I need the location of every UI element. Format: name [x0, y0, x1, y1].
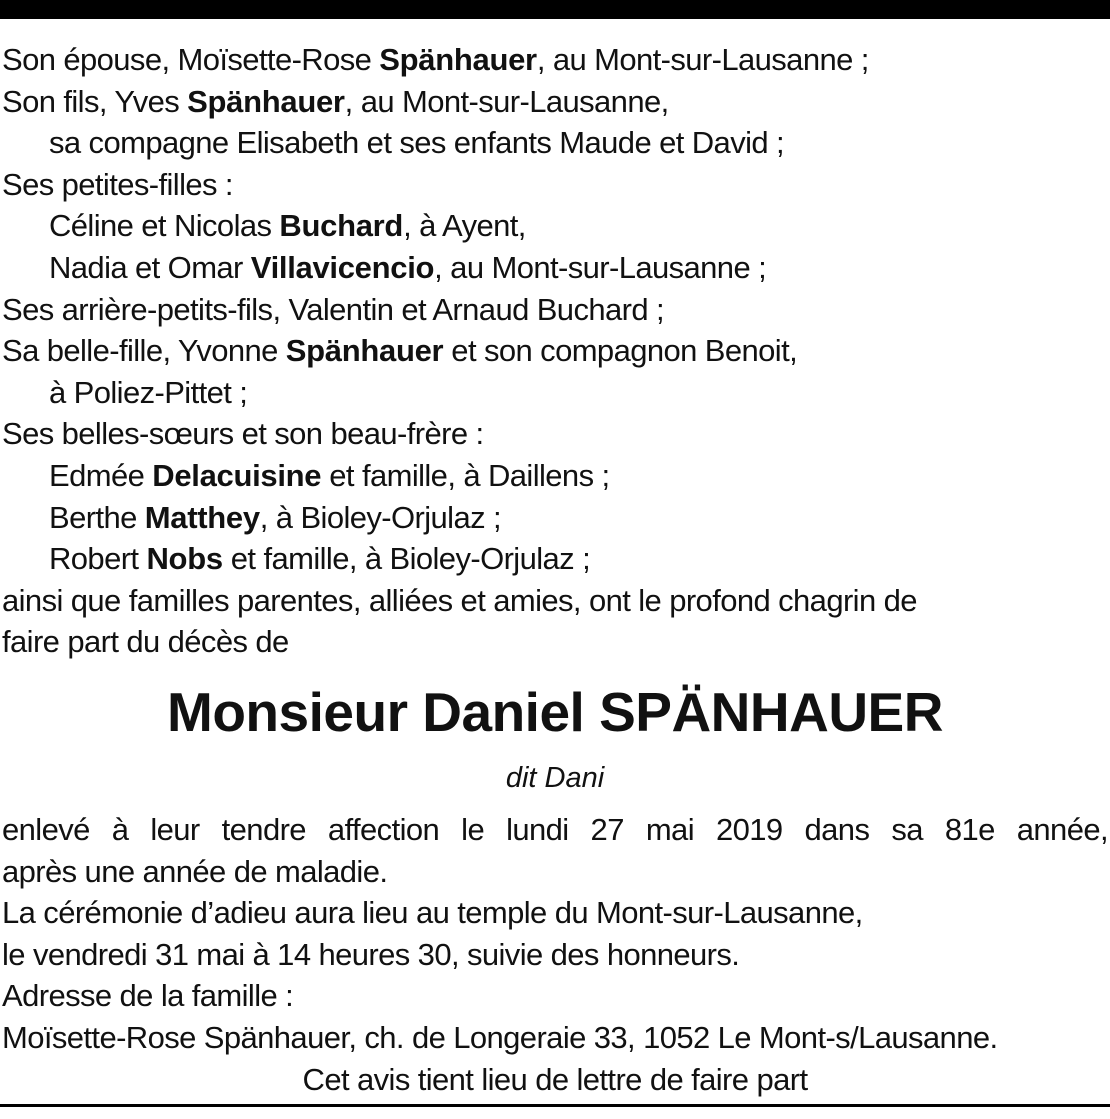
- family-line: [2, 247, 1108, 289]
- surname: Spänhauer: [285, 333, 444, 369]
- line-text: sa compagne Elisabeth et ses enfants Maude et David ;: [49, 125, 785, 161]
- line-text: Sa belle-fille, Yvonne: [2, 333, 286, 369]
- line-text: à Poliez-Pittet ;: [49, 374, 248, 410]
- line-text: et famille, à Daillens ;: [321, 457, 610, 493]
- family-list: [2, 39, 1108, 663]
- surname: Spänhauer: [187, 83, 345, 119]
- line-text: Ses belles-sœurs et son beau-frère :: [2, 416, 484, 452]
- family-line: [2, 289, 1108, 331]
- family-line: [2, 205, 1108, 247]
- detail-line: Moïsette-Rose Spänhauer, ch. de Longeraie 33, 1052 Le Mont-s/Lausanne.: [2, 1019, 998, 1055]
- line-text: Nadia et Omar: [49, 249, 251, 285]
- surname: Nobs: [146, 541, 223, 577]
- family-line: [2, 122, 1108, 164]
- surname: Delacuisine: [152, 457, 322, 493]
- detail-line: après une année de maladie.: [2, 853, 388, 889]
- surname: Villavicencio: [250, 249, 435, 285]
- line-text: et son compagnon Benoit,: [443, 333, 798, 369]
- family-line: [2, 330, 1108, 372]
- detail-line: enlevé à leur tendre affection le lundi 27 mai 2019 dans sa 81e année,: [2, 812, 1108, 847]
- line-text: , au Mont-sur-Lausanne ;: [434, 249, 767, 285]
- surname: Spänhauer: [379, 42, 537, 77]
- line-text: Edmée: [49, 457, 153, 493]
- line-text: , au Mont-sur-Lausanne ;: [536, 42, 869, 77]
- line-text: Céline et Nicolas: [49, 208, 280, 244]
- line-text: Robert: [49, 541, 147, 577]
- detail-line: Adresse de la famille :: [2, 978, 294, 1014]
- line-text: Berthe: [49, 499, 145, 535]
- family-line: [2, 164, 1108, 206]
- line-text: et famille, à Bioley-Orjulaz ;: [222, 541, 591, 577]
- top-border: [0, 0, 1110, 19]
- bottom-border: [0, 1104, 1110, 1107]
- line-text: Ses petites-filles :: [2, 166, 233, 202]
- line-text: Son épouse, Moïsette-Rose: [2, 42, 380, 77]
- family-line: [2, 455, 1108, 497]
- deceased-name: Monsieur Daniel SPÄNHAUER: [167, 681, 943, 743]
- line-text: faire part du décès de: [2, 624, 289, 660]
- family-line: [2, 39, 1108, 81]
- line-text: Son fils, Yves: [2, 83, 188, 119]
- detail-line: Cet avis tient lieu de lettre de faire part: [302, 1061, 808, 1097]
- line-text: , au Mont-sur-Lausanne,: [344, 83, 669, 119]
- detail-line: La cérémonie d’adieu aura lieu au temple du Mont-sur-Lausanne,: [2, 895, 863, 931]
- line-text: Ses arrière-petits-fils, Valentin et Arnaud Buchard ;: [2, 291, 665, 327]
- line-text: , à Bioley-Orjulaz ;: [259, 499, 502, 535]
- family-line: [2, 621, 1108, 663]
- family-line: [2, 372, 1108, 414]
- family-line: [2, 413, 1108, 455]
- detail-line: le vendredi 31 mai à 14 heures 30, suivie des honneurs.: [2, 936, 740, 972]
- family-line: [2, 538, 1108, 580]
- announcement-details: [2, 809, 1108, 1100]
- nickname: dit Dani: [505, 762, 605, 794]
- family-line: [2, 81, 1108, 123]
- surname: Matthey: [144, 499, 260, 535]
- line-text: ainsi que familles parentes, alliées et amies, ont le profond chagrin de: [2, 582, 917, 618]
- family-line: [2, 497, 1108, 539]
- family-line: [2, 580, 1108, 622]
- line-text: , à Ayent,: [403, 208, 526, 244]
- surname: Buchard: [279, 208, 404, 244]
